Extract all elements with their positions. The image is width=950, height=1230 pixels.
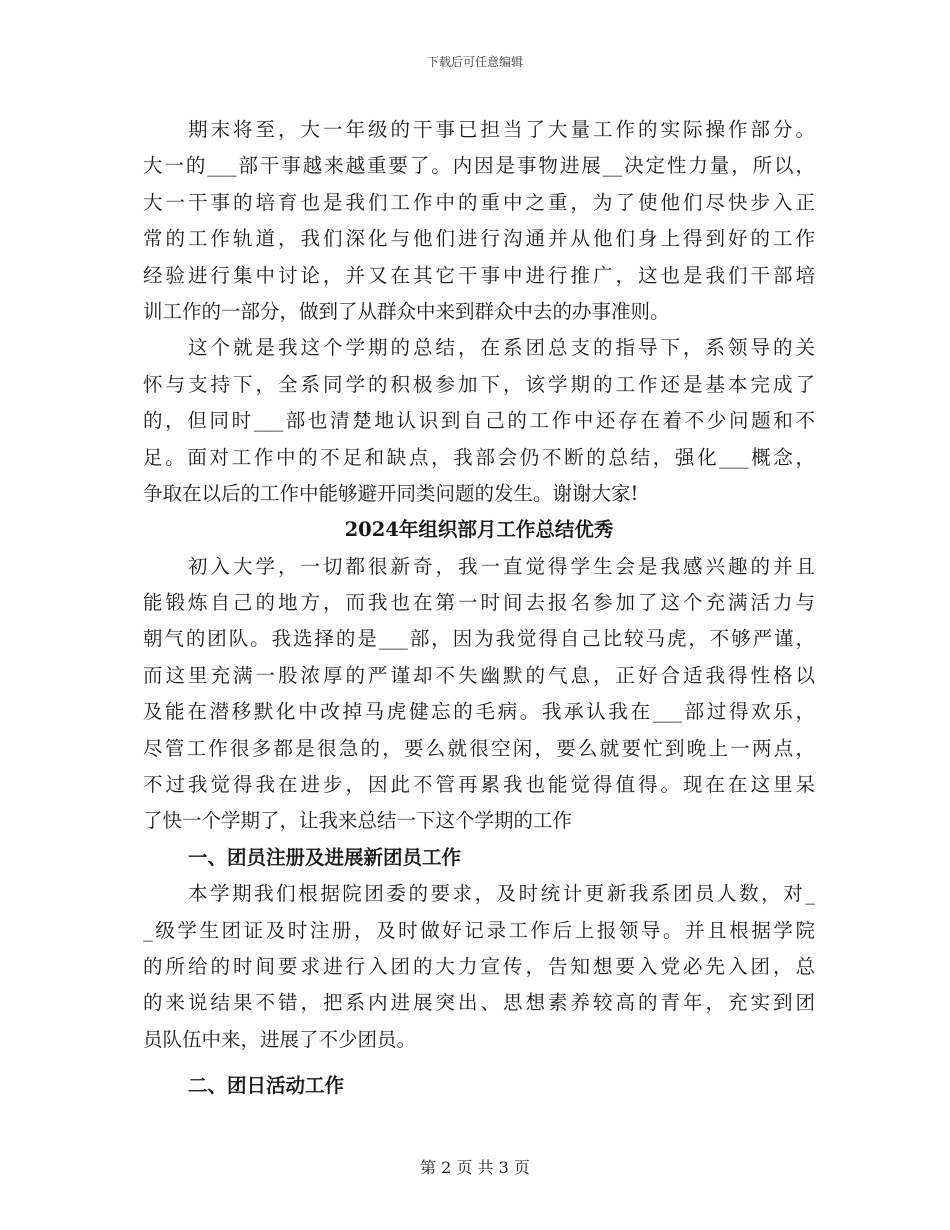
text-line: 这个就是我这个学期的总结，在系团总支的指导下，系领导的关: [188, 336, 815, 360]
text-line: 争取在以后的工作中能够避开同类问题的发生。谢谢大家!: [143, 481, 639, 505]
text-line: 的，但同时___部也清楚地认识到自己的工作中还存在着不少问题和不: [143, 409, 815, 433]
page-number: 第 2 页 共 3 页: [420, 1158, 530, 1177]
text-line: 训工作的一部分，做到了从群众中来到群众中去的办事准则。: [143, 299, 670, 323]
text-line: 初入大学，一切都很新奇，我一直觉得学生会是我感兴趣的并且: [188, 554, 815, 578]
text-line: 的所给的时间要求进行入团的大力宣传，告知想要入党必先入团，总: [143, 954, 815, 978]
text-line: 本学期我们根据院团委的要求，及时统计更新我系团员人数，对_: [188, 882, 815, 906]
text-line: 期末将至，大一年级的干事已担当了大量工作的实际操作部分。: [188, 118, 815, 141]
text-line: 员队伍中来，进展了不少团员。: [143, 1027, 417, 1051]
text-line: 常的工作轨道，我们深化与他们进行沟通并从他们身上得到好的工作: [143, 227, 815, 251]
text-line: 怀与支持下，全系同学的积极参加下，该学期的工作还是基本完成了: [143, 372, 815, 396]
text-line: 朝气的团队。我选择的是___部，因为我觉得自己比较马虎，不够严谨，: [143, 627, 815, 651]
text-line: 大一干事的培育也是我们工作中的重中之重，为了使他们尽快步入正: [143, 190, 815, 214]
text-line: 而这里充满一股浓厚的严谨却不失幽默的气息，正好合适我得性格以: [143, 663, 815, 687]
text-line: 尽管工作很多都是很急的，要么就很空闲，要么就要忙到晚上一两点，: [143, 736, 815, 760]
text-line: 不过我觉得我在进步，因此不管再累我也能觉得值得。现在在这里呆: [143, 773, 815, 797]
text-line: 大一的___部干事越来越重要了。内因是事物进展__决定性力量，所以，: [143, 154, 815, 178]
text-line: 足。面对工作中的不足和缺点，我部会仍不断的总结，强化___概念，: [143, 445, 815, 469]
text-line: 了快一个学期了，让我来总结一下这个学期的工作: [143, 809, 573, 833]
subheading-2: 二、团日活动工作: [188, 1074, 345, 1098]
section-title: 2024年组织部月工作总结优秀: [344, 518, 614, 542]
paragraph-4: [143, 876, 815, 1058]
text-line: 经验进行集中讨论，并又在其它干事中进行推广，这也是我们干部培: [143, 263, 815, 287]
paragraph-2: [143, 330, 815, 512]
text-line: 能锻炼自己的地方，而我也在第一时间去报名参加了这个充满活力与: [143, 591, 815, 615]
subheading-1: 一、团员注册及进展新团员工作: [188, 845, 462, 869]
paragraph-3: [143, 549, 815, 840]
document-body: [143, 112, 815, 1105]
text-line: 的来说结果不错，把系内进展突出、思想素养较高的青年，充实到团: [143, 991, 815, 1015]
paragraph-1: [143, 112, 815, 330]
text-line: _级学生团证及时注册，及时做好记录工作后上报领导。并且根据学院: [143, 918, 815, 942]
page-header-note: 下载后可任意编辑: [426, 55, 523, 69]
text-line: 及能在潜移默化中改掉马虎健忘的毛病。我承认我在___部过得欢乐，: [143, 700, 815, 724]
